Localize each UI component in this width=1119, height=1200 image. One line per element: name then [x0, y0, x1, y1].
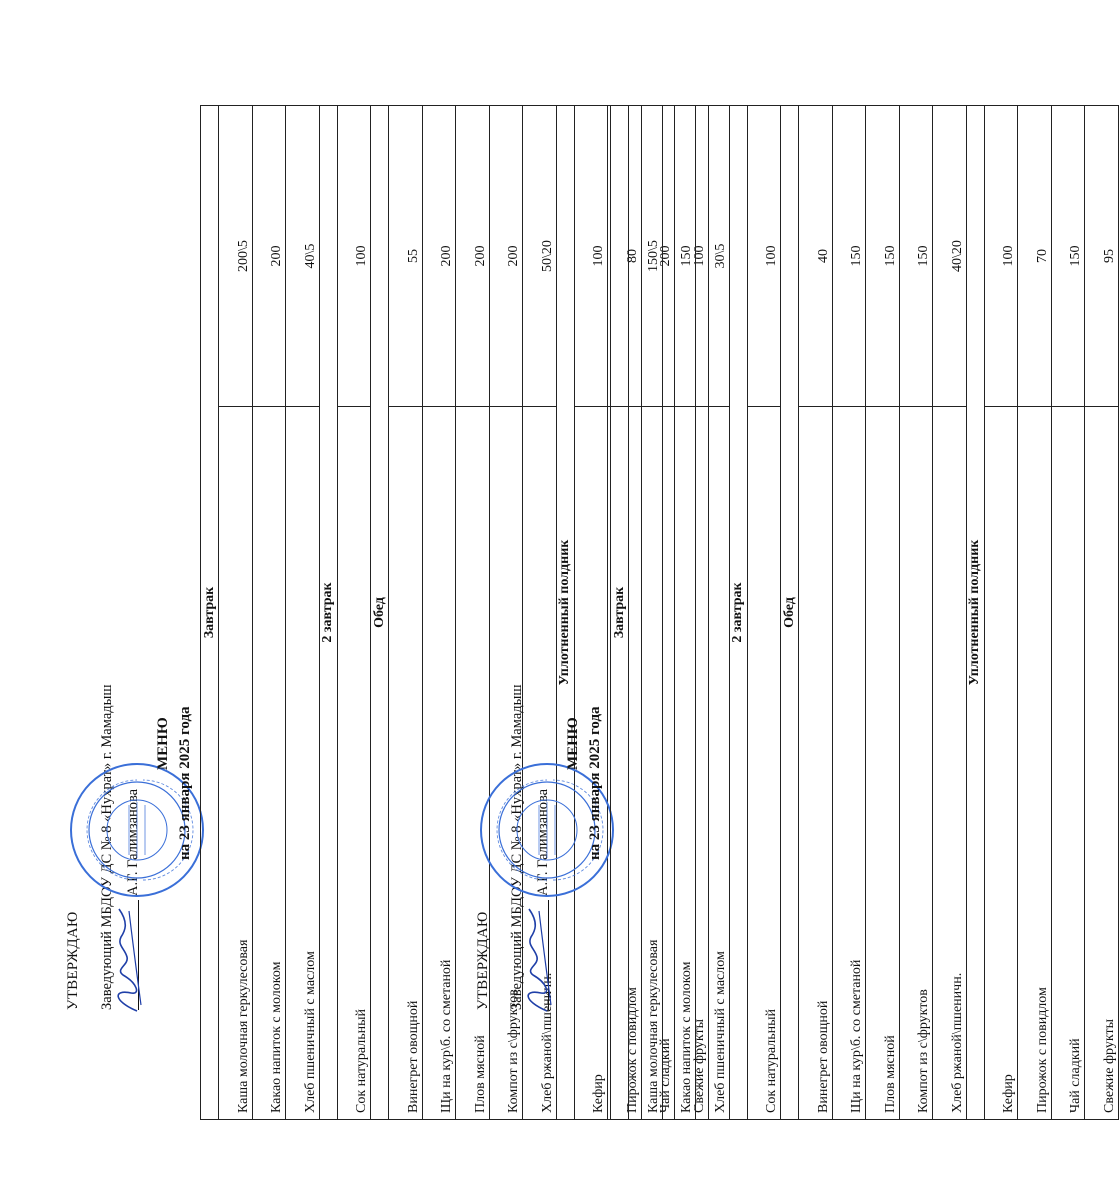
dish-name: Винегрет овощной [389, 407, 423, 1120]
menu-item-row [286, 106, 320, 1120]
dish-portion: 100 [747, 106, 781, 407]
dish-portion: 150 [899, 106, 933, 407]
menu-title: МЕНЮ [565, 717, 581, 770]
dish-portion: 200 [252, 106, 286, 407]
menu-item-row [799, 106, 833, 1120]
dish-portion: 150 [866, 106, 900, 407]
dish-name: Компот из с\фруктов [899, 407, 933, 1120]
menu-item-row [933, 106, 967, 1120]
menu-item-row [984, 106, 1018, 1120]
section-row [371, 106, 389, 1120]
dish-portion: 40\20 [933, 106, 967, 407]
dish-portion: 150 [832, 106, 866, 407]
dish-name: Винегрет овощной [799, 407, 833, 1120]
menu-item-row [832, 106, 866, 1120]
section-label: Обед [371, 106, 389, 1120]
dish-name: Каша молочная геркулесовая [629, 407, 663, 1120]
dish-name: Хлеб ржаной\пшеничн. [933, 407, 967, 1120]
dish-portion: 100 [675, 106, 709, 407]
dish-name: Свежие фрукты [1085, 407, 1119, 1120]
dish-name: Плов мясной [456, 407, 490, 1120]
section-label: Уплотненный полдник [966, 106, 984, 1120]
dish-portion: 40\5 [286, 106, 320, 407]
dish-name: Сок натуральный [337, 407, 371, 1120]
menu-item-row [629, 106, 663, 1120]
dish-name: Какао напиток с молоком [252, 407, 286, 1120]
dish-portion: 70 [1018, 106, 1052, 407]
menu-item-row [747, 106, 781, 1120]
section-row [319, 106, 337, 1120]
document-header [465, 100, 615, 1160]
approve-label: УТВЕРЖДАЮ [475, 911, 491, 1010]
menu-item-row [1018, 106, 1052, 1120]
dish-portion: 200 [489, 106, 523, 407]
dish-portion: 50\20 [523, 106, 557, 407]
dish-name: Хлеб пшеничный с маслом [696, 407, 730, 1120]
menu-item-row [389, 106, 423, 1120]
head-position: Заведующий МБДОУ ДС № 8 «Нухрат» г. Мамадыш [99, 684, 115, 1010]
menu-item-row [219, 106, 253, 1120]
dish-name: Пирожок с повидлом [1018, 407, 1052, 1120]
section-row [966, 106, 984, 1120]
menu-item-row [1085, 106, 1119, 1120]
dish-portion: 150\5 [629, 106, 663, 407]
dish-portion: 200 [422, 106, 456, 407]
dish-name: Сок натуральный [747, 407, 781, 1120]
dish-portion: 80 [608, 106, 642, 407]
dish-name: Свежие фрукты [675, 407, 709, 1120]
menu-item-row [422, 106, 456, 1120]
section-label: 2 завтрак [729, 106, 747, 1120]
dish-name: Щи на кур\б. со сметаной [422, 407, 456, 1120]
dish-name: Какао напиток с молоком [662, 407, 696, 1120]
section-label: Завтрак [611, 106, 629, 1120]
dish-portion: 100 [984, 106, 1018, 407]
dish-portion: 100 [337, 106, 371, 407]
section-row [781, 106, 799, 1120]
menu-date: на 23 января 2025 года [177, 706, 193, 860]
head-position: Заведующий МБДОУ ДС № 8 «Нухрат» г. Мамадыш [509, 684, 525, 1010]
section-label: Уплотненный полдник [556, 106, 574, 1120]
menu-item-row [1051, 106, 1085, 1120]
section-row [201, 106, 219, 1120]
menu-item-row [866, 106, 900, 1120]
menu-item-row [337, 106, 371, 1120]
dish-name: Чай сладкий [641, 407, 675, 1120]
dish-name: Щи на кур\б. со сметаной [832, 407, 866, 1120]
menu-document-right [465, 100, 1117, 1160]
menu-title: МЕНЮ [155, 717, 171, 770]
section-row [611, 106, 629, 1120]
dish-portion: 150 [662, 106, 696, 407]
document-header [55, 100, 205, 1160]
dish-name: Хлеб пшеничный с маслом [286, 407, 320, 1120]
handwritten-signature [517, 905, 557, 1015]
dish-portion: 200 [456, 106, 490, 407]
menu-item-row [252, 106, 286, 1120]
handwritten-signature [107, 905, 147, 1015]
dish-name: Плов мясной [866, 407, 900, 1120]
dish-portion: 100 [574, 106, 608, 407]
menu-date: на 23 января 2025 года [587, 706, 603, 860]
section-row [729, 106, 747, 1120]
dish-name: Компот из с\фруктов [489, 407, 523, 1120]
signature-name: А.Г. Галимзанова [125, 788, 141, 896]
dish-portion: 200\5 [219, 106, 253, 407]
menu-item-row [696, 106, 730, 1120]
dish-name: Каша молочная геркулесовая [219, 407, 253, 1120]
dish-name: Чай сладкий [1051, 407, 1085, 1120]
menu-item-row [899, 106, 933, 1120]
dish-name: Кефир [574, 407, 608, 1120]
dish-name: Кефир [984, 407, 1018, 1120]
menu-table [610, 105, 1119, 1120]
dish-portion: 150 [1051, 106, 1085, 407]
section-label: 2 завтрак [319, 106, 337, 1120]
dish-name: Пирожок с повидлом [608, 407, 642, 1120]
dish-portion: 95 [1085, 106, 1119, 407]
dish-name: Хлеб ржаной\пшеничн. [523, 407, 557, 1120]
dish-portion: 200 [641, 106, 675, 407]
section-label: Обед [781, 106, 799, 1120]
dish-portion: 40 [799, 106, 833, 407]
approve-label: УТВЕРЖДАЮ [65, 911, 81, 1010]
menu-item-row [662, 106, 696, 1120]
dish-portion: 55 [389, 106, 423, 407]
signature-name: А.Г. Галимзанова [535, 788, 551, 896]
dish-portion: 30\5 [696, 106, 730, 407]
section-label: Завтрак [201, 106, 219, 1120]
